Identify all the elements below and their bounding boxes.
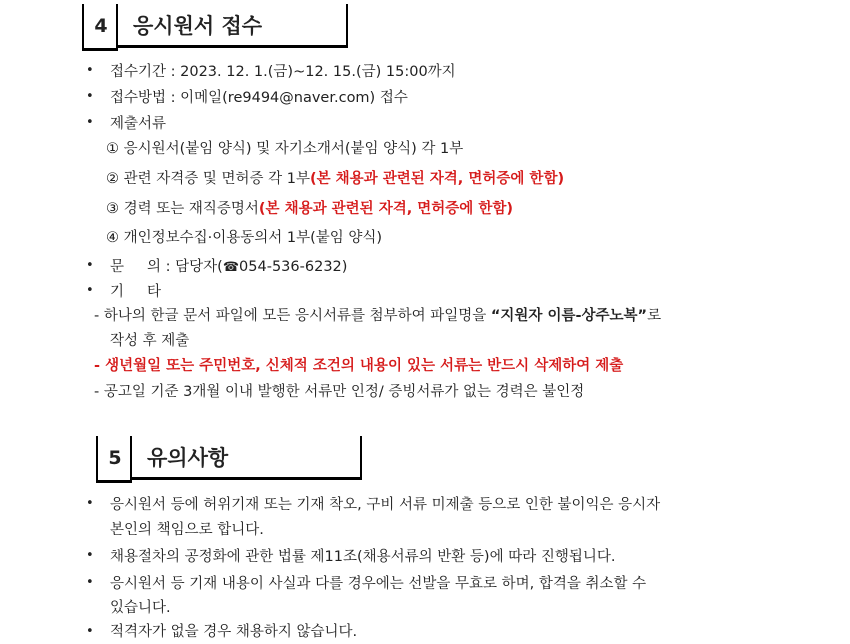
notice-item-4: 적격자가 없을 경우 채용하지 않습니다.: [110, 624, 358, 640]
etc-item-1: [94, 306, 661, 326]
section-5-number: 5: [96, 436, 132, 483]
bullet-dot-icon: •: [86, 89, 94, 104]
document-item-1: ① 응시원서(붙임 양식) 및 자기소개서(붙임 양식) 각 1부: [106, 141, 464, 157]
bullet-dot-icon: •: [86, 283, 94, 298]
document-item-3: [106, 199, 513, 219]
etc-item-1-filename: “지원자 이름-상주노복”: [490, 308, 648, 324]
notice-item-3-continued: 있습니다.: [110, 600, 171, 616]
bullet-dot-icon: •: [86, 624, 94, 639]
documents-label: 제출서류: [110, 116, 167, 132]
etc-item-1-text: - 하나의 한글 문서 파일에 모든 응시서류를 첨부하여 파일명을: [94, 308, 487, 324]
section-4-header: [82, 4, 348, 48]
notice-item-1-continued: 본인의 책임으로 합니다.: [110, 522, 264, 538]
bullet-dot-icon: •: [86, 548, 94, 563]
bullet-dot-icon: •: [86, 575, 94, 590]
notice-item-2: 채용절차의 공정화에 관한 법률 제11조(채용서류의 반환 등)에 따라 진행됩니다.: [110, 549, 616, 565]
application-period: 접수기간 : 2023. 12. 1.(금)~12. 15.(금) 15:00까지: [110, 64, 456, 80]
bullet-dot-icon: •: [86, 115, 94, 130]
bullet-dot-icon: •: [86, 63, 94, 78]
section-4-number: 4: [82, 4, 118, 51]
document-item-3-text: ③ 경력 또는 재직증명서: [106, 201, 259, 217]
document-item-3-note: (본 채용과 관련된 자격, 면허증에 한함): [258, 201, 513, 217]
etc-item-2: - 생년월일 또는 주민번호, 신체적 조건의 내용이 있는 서류는 반드시 삭제하여 제출: [94, 358, 624, 374]
phone-icon: ☎: [222, 260, 240, 275]
etc-item-1-suffix: 로: [647, 308, 662, 324]
inquiry-label: 문 의 : 담당자(: [110, 259, 223, 275]
section-5-header: [96, 436, 362, 480]
etc-item-3: - 공고일 기준 3개월 이내 발행한 서류만 인정/ 증빙서류가 없는 경력은 불인정: [94, 384, 585, 400]
inquiry-line: [110, 257, 347, 278]
notice-item-1: 응시원서 등에 허위기재 또는 기재 착오, 구비 서류 미제출 등으로 인한 불이익은 응시자: [110, 497, 661, 513]
application-method: 접수방법 : 이메일(re9494@naver.com) 접수: [110, 90, 408, 106]
document-item-2-text: ② 관련 자격증 및 면허증 각 1부: [106, 171, 310, 187]
etc-label: 기 타: [110, 284, 162, 300]
document-item-2-note: (본 채용과 관련된 자격, 면허증에 한함): [309, 171, 565, 187]
section-5-title: 유의사항: [132, 436, 362, 480]
document-item-4: ④ 개인정보수집·이용동의서 1부(붙임 양식): [106, 230, 383, 246]
bullet-dot-icon: •: [86, 496, 94, 511]
notice-item-3: 응시원서 등 기재 내용이 사실과 다를 경우에는 선발을 무효로 하며, 합격을 취소할 수: [110, 576, 647, 592]
document-item-2: [106, 169, 564, 189]
inquiry-phone: 054-536-6232): [239, 259, 348, 275]
etc-item-1-continued: 작성 후 제출: [110, 333, 190, 349]
section-4-title: 응시원서 접수: [118, 4, 348, 48]
bullet-dot-icon: •: [86, 258, 94, 273]
